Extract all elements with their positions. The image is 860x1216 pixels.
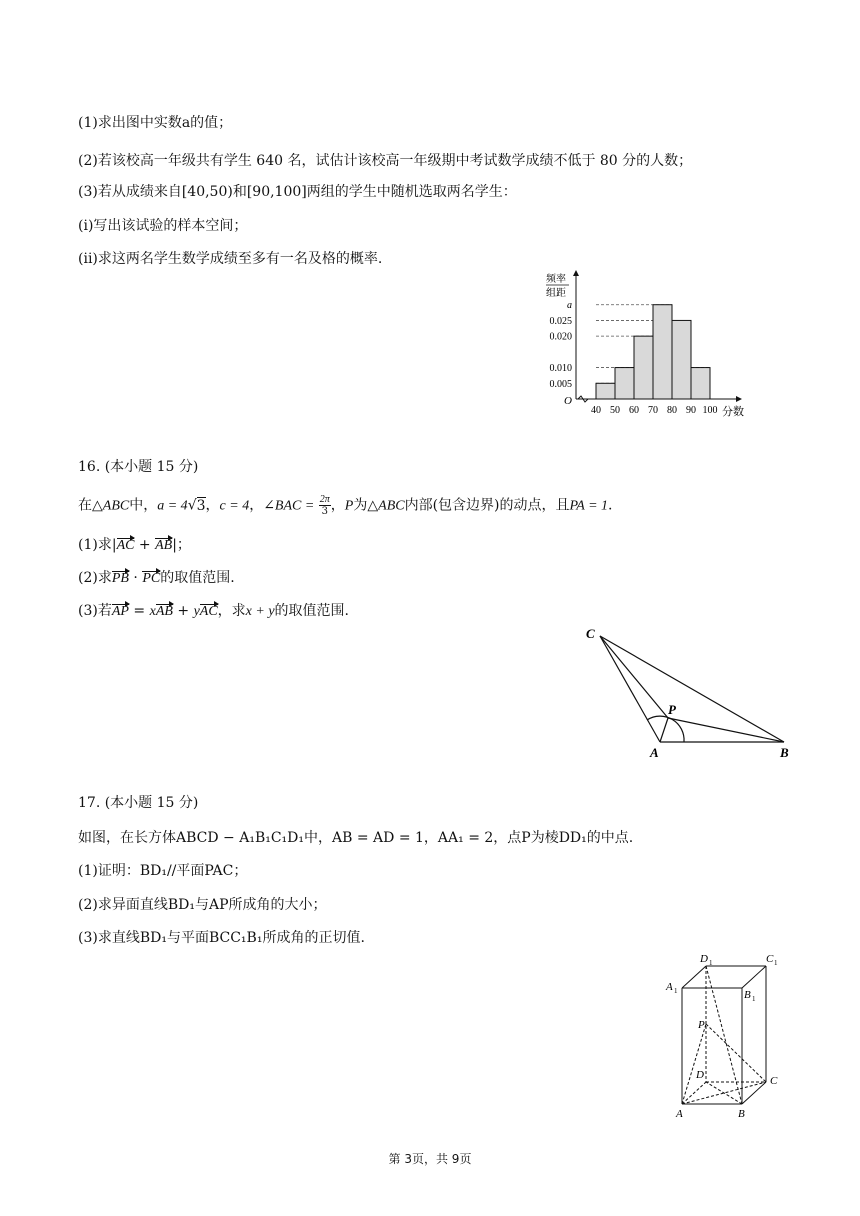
frequency-histogram [530,268,770,420]
svg-text:1: 1 [674,987,678,995]
svg-text:A: A [666,981,673,993]
segment-cb [600,636,784,742]
y-axis-arrow [573,270,579,276]
y-tick-label: 0.010 [549,363,572,375]
svg-text:P: P [698,1019,705,1031]
segment-cp [600,636,668,718]
svg-text:B: B [738,1108,745,1120]
label-b: B [780,745,789,760]
histogram-bar [596,383,615,399]
y-tick-label: 0.020 [549,331,572,343]
x-axis-label: 分数 [722,406,744,418]
x-tick-label: 40 [591,405,601,416]
p15-q3i: (i)写出该试验的样本空间； [78,218,248,234]
histogram-bar [672,320,691,399]
segment-ca [600,636,660,742]
svg-text:D: D [696,1069,704,1081]
page-footer: 第 3页，共 9页 [388,1152,472,1166]
x-tick-label: 70 [648,405,658,416]
p16-q1: (1)求|AC + AB|； [78,537,191,553]
x-tick-label: 90 [686,405,696,416]
segment-ap [660,718,668,742]
label-a: A [650,745,659,760]
y-tick-label: a [567,300,572,312]
p17-q2: (2)求异面直线BD₁与AP所成角的大小； [78,897,327,913]
svg-text:A: A [676,1108,683,1120]
p17-q3: (3)求直线BD₁与平面BCC₁B₁所成角的正切值. [78,930,365,946]
histogram-bar [653,305,672,399]
svg-text:D: D [700,953,708,965]
p16-q2: (2)求PB · PC的取值范围. [78,570,235,586]
x-tick-label: 80 [667,405,677,416]
svg-text:1: 1 [774,959,778,967]
label-p: P [668,702,676,717]
histogram-bar [615,368,634,399]
histogram-bar [634,336,653,399]
svg-text:C: C [770,1075,778,1087]
x-tick-label: 60 [629,405,639,416]
p15-q3: (3)若从成绩来自[40,50)和[90,100]两组的学生中随机选取两名学生： [78,184,517,200]
y-axis-label-top: 频率 [546,274,566,285]
p15-q1: (1)求出图中实数a的值； [78,115,233,131]
x-axis-arrow [736,396,742,402]
segment-bp [668,718,784,742]
triangle-abc-figure [580,620,800,760]
x-tick-label: 50 [610,405,620,416]
p15-q2: (2)若该校高一年级共有学生 640 名，试估计该校高一年级期中考试数学成绩不低于 80 分的人数； [78,153,693,169]
svg-text:1: 1 [709,959,713,967]
svg-text:1: 1 [752,995,756,1003]
p17-q1: (1)证明：BD₁//平面PAC； [78,863,248,879]
p16-q3: (3)若AP = xAB + yAC，求x + y的取值范围. [78,603,349,619]
y-tick-label: 0.005 [549,378,572,390]
p17-stem: 如图，在长方体ABCD − A₁B₁C₁D₁中，AB = AD = 1，AA₁ = 2，点P为棱DD₁的中点. [78,830,634,846]
p16-stem: 在△ABC中，a = 4√3，c = 4，∠BAC = $\frac{2\pi}{3}$ ，P为△ABC内部(包含边界)的动点，且PA = 1. [78,494,613,517]
y-tick-label: 0.025 [549,315,572,327]
x-tick-label: 100 [702,405,718,416]
label-c: C [586,626,595,641]
p16-header: 16. (本小题 15 分) [78,459,199,475]
svg-text:C: C [766,953,774,965]
origin-label: O [564,395,572,407]
cuboid-figure [660,944,790,1124]
y-axis-label-bottom: 组距 [546,288,566,299]
p17-header: 17. (本小题 15 分) [78,795,199,811]
histogram-bar [691,368,710,399]
p15-q3ii: (ii)求这两名学生数学成绩至多有一名及格的概率. [78,251,383,267]
svg-text:B: B [744,989,751,1001]
